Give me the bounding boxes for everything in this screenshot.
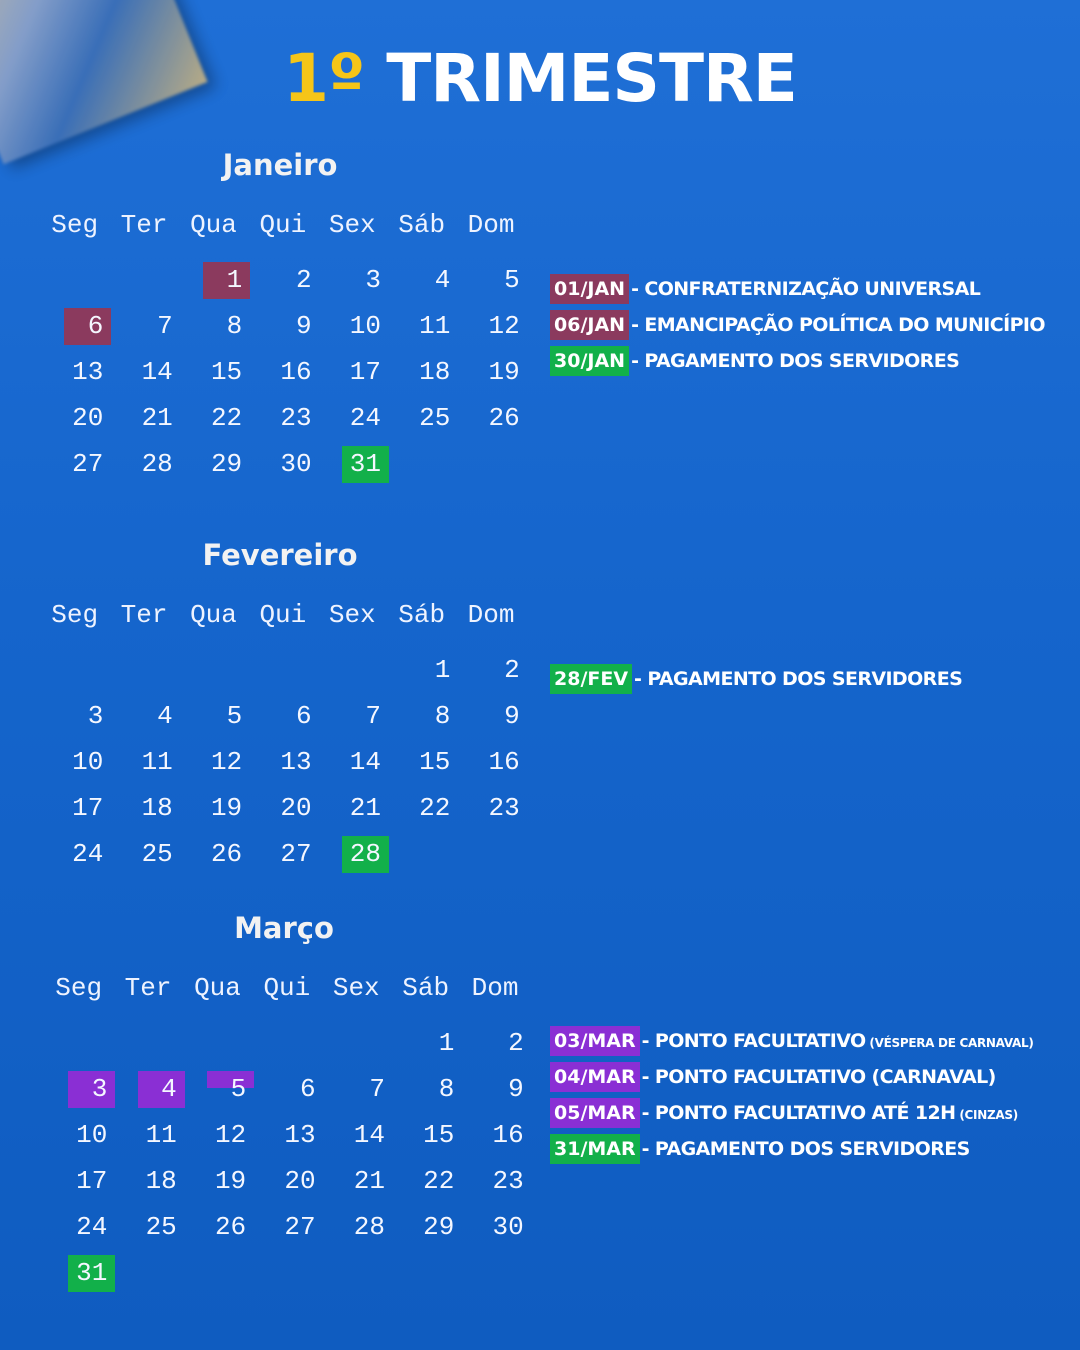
event-date-badge: 05/MAR	[550, 1098, 640, 1128]
day-cell[interactable]	[322, 785, 391, 831]
day-cell[interactable]	[44, 785, 113, 831]
day-number: 12	[210, 747, 243, 777]
day-cell[interactable]	[187, 1112, 256, 1158]
day-number: 8	[434, 701, 451, 731]
day-cell[interactable]	[322, 693, 391, 739]
day-number: 6	[295, 701, 312, 731]
weekday-label: Sáb	[398, 210, 446, 240]
event-date-badge: 28/FEV	[550, 664, 632, 694]
event-item	[550, 345, 1045, 376]
day-cell[interactable]	[44, 739, 113, 785]
day-number: 1	[434, 655, 451, 685]
day-cell[interactable]	[252, 349, 321, 395]
day-number: 28	[353, 1212, 385, 1242]
day-number: 21	[141, 403, 173, 433]
day-number: 17	[72, 793, 104, 823]
event-item	[550, 273, 1045, 304]
day-cell[interactable]	[183, 349, 252, 395]
day-cell[interactable]	[460, 739, 529, 785]
event-description	[642, 1066, 996, 1088]
day-number: 6	[299, 1074, 316, 1104]
day-number: 5	[230, 1074, 247, 1104]
event-date-badge: 04/MAR	[550, 1062, 640, 1092]
day-number: 2	[508, 1028, 524, 1058]
day-cell[interactable]	[391, 785, 460, 831]
day-cell[interactable]	[183, 785, 252, 831]
event-date-badge: 30/JAN	[550, 346, 629, 376]
day-cell[interactable]	[395, 1158, 464, 1204]
empty-cell	[44, 257, 113, 303]
event-description	[634, 668, 962, 690]
day-number: 26	[210, 839, 243, 869]
event-description-text: - PONTO FACULTATIVO (CARNAVAL)	[641, 1065, 996, 1088]
weekday-label: Seg	[55, 973, 103, 1003]
month-name: Março	[234, 911, 334, 945]
day-cell[interactable]	[252, 441, 321, 487]
day-number: 6	[87, 311, 104, 341]
day-number: 30	[280, 449, 312, 479]
day-cell[interactable]	[395, 1204, 464, 1250]
day-grid	[44, 647, 524, 877]
empty-cell	[113, 257, 182, 303]
day-number: 18	[141, 793, 173, 823]
day-number: 25	[141, 839, 173, 869]
day-cell[interactable]	[460, 693, 529, 739]
day-cell[interactable]	[391, 739, 460, 785]
month-name: Fevereiro	[202, 538, 358, 572]
day-cell[interactable]	[183, 257, 252, 303]
event-list	[550, 1025, 1034, 1169]
day-number: 15	[423, 1120, 455, 1150]
day-cell[interactable]	[113, 693, 182, 739]
day-cell[interactable]	[113, 303, 182, 349]
empty-cell	[252, 647, 321, 693]
weekday-label: Dom	[467, 210, 515, 240]
event-item	[550, 1061, 1034, 1092]
day-cell[interactable]	[113, 785, 182, 831]
day-cell[interactable]	[460, 257, 529, 303]
day-number: 2	[504, 655, 520, 685]
event-note: (CINZAS)	[955, 1107, 1018, 1122]
day-cell[interactable]	[326, 1204, 395, 1250]
day-cell[interactable]	[322, 349, 391, 395]
day-cell[interactable]	[464, 1112, 533, 1158]
weekday-label: Seg	[51, 210, 99, 240]
event-description	[642, 1102, 1018, 1124]
weekday-label: Qua	[190, 210, 237, 240]
day-cell[interactable]	[252, 831, 321, 877]
day-cell[interactable]	[460, 349, 529, 395]
day-number: 19	[488, 357, 520, 387]
empty-cell	[187, 1020, 256, 1066]
event-description-text: - PONTO FACULTATIVO ATÉ 12H	[641, 1101, 956, 1124]
event-description	[631, 350, 959, 372]
day-cell[interactable]	[44, 831, 113, 877]
day-cell[interactable]	[44, 693, 113, 739]
day-cell[interactable]	[44, 303, 113, 349]
day-number: 20	[280, 793, 312, 823]
day-number: 27	[280, 839, 312, 869]
weekday-label: Qua	[194, 973, 241, 1003]
event-description	[642, 1138, 970, 1160]
day-number: 23	[492, 1166, 524, 1196]
day-cell[interactable]	[322, 395, 391, 441]
day-number: 15	[210, 357, 243, 387]
day-number: 5	[226, 701, 243, 731]
day-number: 13	[72, 357, 104, 387]
day-number: 2	[295, 265, 312, 295]
day-number: 14	[353, 1120, 385, 1150]
day-number: 3	[365, 265, 381, 295]
day-cell[interactable]	[464, 1158, 533, 1204]
event-item	[550, 1133, 1034, 1164]
event-description-text: - PAGAMENTO DOS SERVIDORES	[634, 667, 963, 690]
day-cell[interactable]	[395, 1020, 464, 1066]
weekday-label: Sex	[328, 600, 376, 630]
day-number: 11	[141, 747, 173, 777]
day-number: 23	[280, 403, 312, 433]
day-number: 9	[295, 311, 312, 341]
event-description-text: - PONTO FACULTATIVO	[641, 1029, 866, 1052]
empty-cell	[326, 1020, 395, 1066]
day-cell[interactable]	[391, 303, 460, 349]
day-cell[interactable]	[326, 1158, 395, 1204]
day-cell[interactable]	[44, 395, 113, 441]
day-cell[interactable]	[183, 739, 252, 785]
day-number: 1	[226, 265, 243, 295]
day-cell[interactable]	[391, 395, 460, 441]
event-item	[550, 663, 962, 694]
day-number: 15	[419, 747, 451, 777]
day-number: 20	[72, 403, 104, 433]
day-cell[interactable]	[117, 1204, 186, 1250]
day-cell[interactable]	[48, 1158, 117, 1204]
day-number: 3	[87, 701, 104, 731]
day-cell[interactable]	[187, 1066, 256, 1112]
day-number: 30	[492, 1212, 524, 1242]
day-number: 19	[210, 793, 243, 823]
event-description	[642, 1030, 1034, 1052]
day-number: 23	[488, 793, 520, 823]
day-number: 31	[76, 1258, 108, 1288]
weekday-label: Qui	[263, 973, 311, 1003]
event-date-badge: 01/JAN	[550, 274, 629, 304]
day-number: 20	[284, 1166, 316, 1196]
weekday-label: Sáb	[398, 600, 446, 630]
day-cell[interactable]	[322, 441, 391, 487]
day-cell[interactable]	[113, 831, 182, 877]
day-cell[interactable]	[460, 647, 529, 693]
day-number: 16	[492, 1120, 524, 1150]
day-grid	[44, 257, 524, 487]
event-description-text: - CONFRATERNIZAÇÃO UNIVERSAL	[631, 277, 981, 300]
day-number: 1	[438, 1028, 455, 1058]
day-number: 18	[145, 1166, 177, 1196]
day-number: 28	[141, 449, 173, 479]
day-cell[interactable]	[326, 1066, 395, 1112]
weekday-label: Dom	[471, 973, 519, 1003]
day-cell[interactable]	[326, 1112, 395, 1158]
empty-cell	[48, 1020, 117, 1066]
day-number: 17	[349, 357, 381, 387]
event-description-text: - PAGAMENTO DOS SERVIDORES	[631, 349, 960, 372]
day-number: 7	[157, 311, 173, 341]
day-cell[interactable]	[391, 693, 460, 739]
day-cell[interactable]	[256, 1204, 325, 1250]
day-cell[interactable]	[464, 1066, 533, 1112]
day-cell[interactable]	[113, 395, 182, 441]
event-date-badge: 06/JAN	[550, 310, 629, 340]
day-cell[interactable]	[460, 785, 529, 831]
day-number: 12	[214, 1120, 247, 1150]
day-number: 19	[214, 1166, 247, 1196]
event-item	[550, 309, 1045, 340]
day-number: 14	[349, 747, 381, 777]
day-number: 29	[210, 449, 243, 479]
event-description-text: - EMANCIPAÇÃO POLÍTICA DO MUNICÍPIO	[631, 313, 1045, 336]
day-number: 27	[284, 1212, 316, 1242]
day-cell[interactable]	[252, 257, 321, 303]
day-number: 26	[214, 1212, 247, 1242]
empty-cell	[117, 1020, 186, 1066]
day-number: 25	[419, 403, 451, 433]
page-title	[0, 40, 1080, 117]
day-number: 25	[145, 1212, 177, 1242]
day-cell[interactable]	[322, 739, 391, 785]
event-item	[550, 1097, 1034, 1128]
day-cell[interactable]	[183, 303, 252, 349]
event-date-badge: 31/MAR	[550, 1134, 640, 1164]
day-cell[interactable]	[252, 395, 321, 441]
day-number: 7	[365, 701, 381, 731]
day-number: 13	[284, 1120, 316, 1150]
day-number: 9	[504, 701, 520, 731]
weekday-label: Sáb	[402, 973, 450, 1003]
title-number: 1º	[283, 40, 365, 117]
day-number: 12	[488, 311, 520, 341]
day-number: 22	[210, 403, 243, 433]
day-cell[interactable]	[391, 349, 460, 395]
day-number: 10	[76, 1120, 108, 1150]
day-cell[interactable]	[322, 257, 391, 303]
day-cell[interactable]	[464, 1204, 533, 1250]
day-cell[interactable]	[252, 303, 321, 349]
day-number: 11	[145, 1120, 177, 1150]
day-number: 7	[369, 1074, 385, 1104]
day-cell[interactable]	[395, 1066, 464, 1112]
event-description	[631, 314, 1045, 336]
day-number: 10	[349, 311, 381, 341]
day-number: 24	[349, 403, 381, 433]
day-cell[interactable]	[256, 1112, 325, 1158]
weekday-header	[40, 600, 520, 630]
day-number: 21	[349, 793, 381, 823]
day-number: 5	[504, 265, 520, 295]
weekday-label: Sex	[328, 210, 376, 240]
day-cell[interactable]	[117, 1066, 186, 1112]
day-number: 29	[423, 1212, 455, 1242]
day-cell[interactable]	[256, 1158, 325, 1204]
day-number: 8	[438, 1074, 455, 1104]
weekday-label: Ter	[120, 600, 168, 630]
event-date-badge: 03/MAR	[550, 1026, 640, 1056]
day-cell[interactable]	[183, 693, 252, 739]
day-number: 4	[161, 1074, 177, 1104]
day-cell[interactable]	[48, 1204, 117, 1250]
day-number: 22	[419, 793, 451, 823]
day-cell[interactable]	[44, 349, 113, 395]
weekday-label: Qua	[190, 600, 237, 630]
day-cell[interactable]	[391, 647, 460, 693]
day-cell[interactable]	[460, 395, 529, 441]
day-number: 17	[76, 1166, 108, 1196]
day-number: 13	[280, 747, 312, 777]
empty-cell	[113, 647, 182, 693]
day-cell[interactable]	[117, 1112, 186, 1158]
day-cell[interactable]	[183, 395, 252, 441]
day-cell[interactable]	[252, 785, 321, 831]
event-description-text: - PAGAMENTO DOS SERVIDORES	[641, 1137, 970, 1160]
day-number: 16	[488, 747, 520, 777]
day-cell[interactable]	[322, 303, 391, 349]
day-cell[interactable]	[252, 739, 321, 785]
weekday-label: Sex	[332, 973, 380, 1003]
event-description	[631, 278, 980, 300]
event-item	[550, 1025, 1034, 1056]
day-cell[interactable]	[48, 1250, 117, 1296]
title-word: TRIMESTRE	[386, 40, 797, 117]
weekday-header	[44, 973, 524, 1003]
event-list	[550, 663, 962, 699]
day-cell[interactable]	[187, 1204, 256, 1250]
day-number: 21	[353, 1166, 385, 1196]
day-number: 31	[349, 449, 381, 479]
day-cell[interactable]	[395, 1112, 464, 1158]
day-number: 28	[349, 839, 381, 869]
day-number: 16	[280, 357, 312, 387]
day-number: 27	[72, 449, 104, 479]
day-number: 14	[141, 357, 173, 387]
event-list	[550, 273, 1045, 381]
day-number: 10	[72, 747, 104, 777]
day-cell[interactable]	[113, 441, 182, 487]
day-cell[interactable]	[322, 831, 391, 877]
day-cell[interactable]	[48, 1066, 117, 1112]
day-cell[interactable]	[252, 693, 321, 739]
event-note: (VÉSPERA DE CARNAVAL)	[865, 1035, 1034, 1050]
day-cell[interactable]	[48, 1112, 117, 1158]
day-number: 3	[91, 1074, 108, 1104]
day-number: 24	[76, 1212, 108, 1242]
month-name: Janeiro	[222, 148, 338, 182]
weekday-label: Ter	[124, 973, 172, 1003]
day-cell[interactable]	[464, 1020, 533, 1066]
day-number: 24	[72, 839, 104, 869]
weekday-label: Ter	[120, 210, 168, 240]
day-grid	[48, 1020, 528, 1296]
weekday-label: Qui	[259, 210, 307, 240]
day-number: 22	[423, 1166, 455, 1196]
day-number: 18	[419, 357, 451, 387]
empty-cell	[183, 647, 252, 693]
weekday-header	[40, 210, 520, 240]
day-cell[interactable]	[117, 1158, 186, 1204]
day-cell[interactable]	[44, 441, 113, 487]
empty-cell	[44, 647, 113, 693]
day-cell[interactable]	[113, 349, 182, 395]
empty-cell	[322, 647, 391, 693]
weekday-label: Qui	[259, 600, 307, 630]
day-cell[interactable]	[113, 739, 182, 785]
weekday-label: Seg	[51, 600, 99, 630]
day-number: 11	[419, 311, 451, 341]
day-cell[interactable]	[183, 831, 252, 877]
day-cell[interactable]	[256, 1066, 325, 1112]
day-cell[interactable]	[187, 1158, 256, 1204]
day-cell[interactable]	[460, 303, 529, 349]
day-cell[interactable]	[391, 257, 460, 303]
day-number: 4	[434, 265, 451, 295]
day-number: 4	[157, 701, 173, 731]
weekday-label: Dom	[467, 600, 515, 630]
day-number: 9	[508, 1074, 524, 1104]
day-number: 8	[226, 311, 243, 341]
empty-cell	[256, 1020, 325, 1066]
day-number: 26	[488, 403, 520, 433]
day-cell[interactable]	[183, 441, 252, 487]
